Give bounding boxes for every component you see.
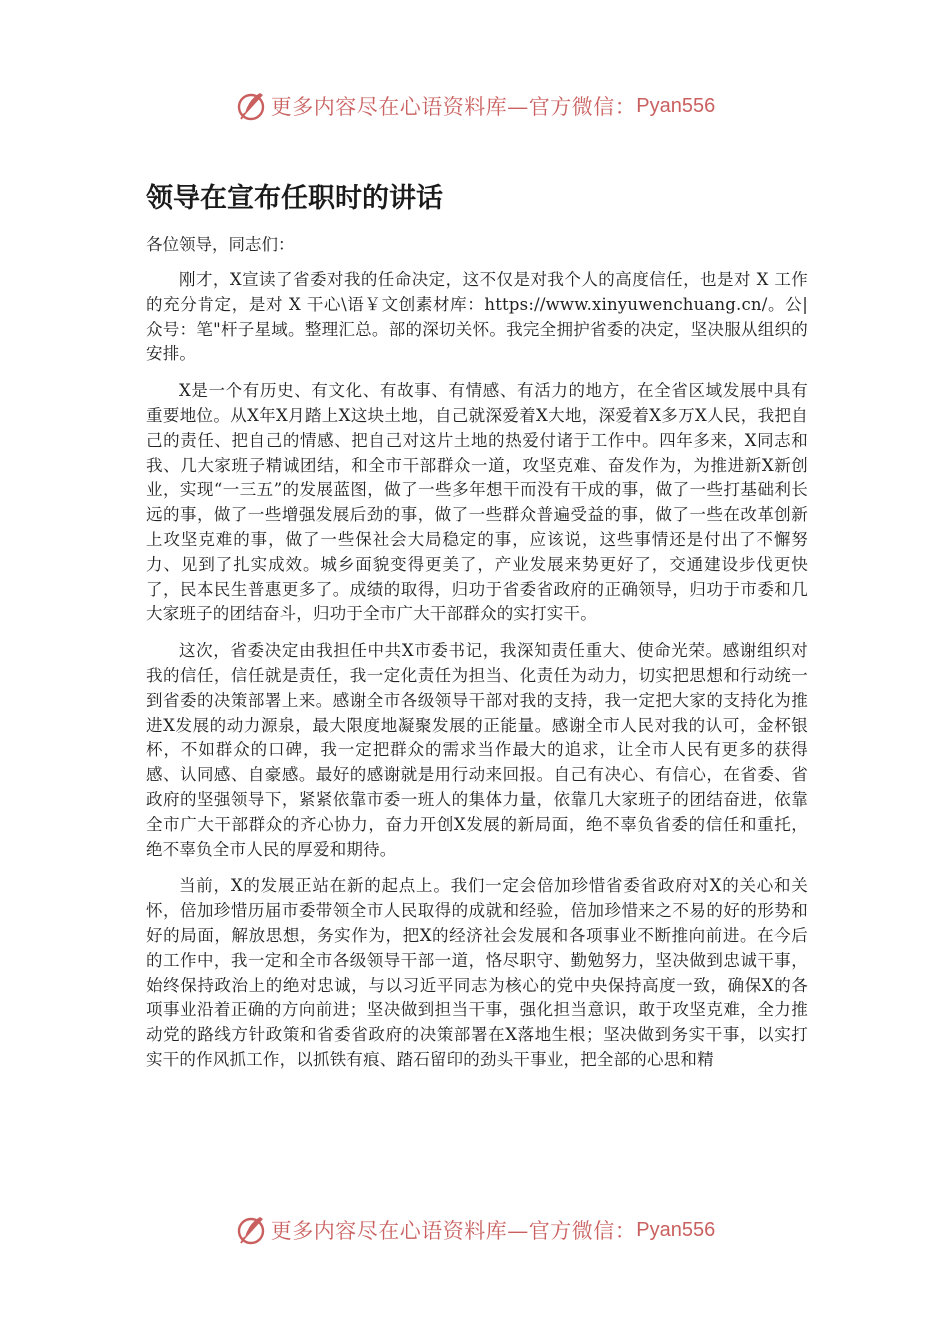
- quill-logo-icon: [235, 89, 269, 123]
- banner-text: 更多内容尽在心语资料库—官方微信：: [270, 1219, 637, 1243]
- quill-logo-icon: [235, 1213, 269, 1247]
- footer-banner: [0, 1210, 950, 1250]
- document-body: [146, 268, 808, 1085]
- greeting: 各位领导，同志们：: [146, 235, 295, 254]
- wechat-id: Pyan556: [636, 1218, 716, 1241]
- paragraph-2: X是一个有历史、有文化、有故事、有情感、有活力的地方，在全省区域发展中具有重要地位。从X年X月踏上X这块土地，自己就深爱着X大地，深爱着X多万X人民，我把自己的责任、把自己的情感、把自己对这片土地的热爱付诸于工作中。四年多来，X同志和我、几大家班子精诚团结，和全市干部群众一道，攻坚克难、奋发作为，为推进新X新创业，实现“一三五”的发展蓝图，做了一些多年想干而没有干成的事，做了一些打基础利长远的事，做了一些增强发展后劲的事，做了一些群众普遍受益的事，做了一些在改革创新上攻坚克难的事，做了一些保社会大局稳定的事，应该说，这些事情还是付出了不懈努力、见到了扎实成效。城乡面貌变得更美了，产业发展来势更好了，交通建设步伐更快了，民本民生普惠更多了。成绩的取得，归功于省委省政府的正确领导，归功于市委和几大家班子的团结奋斗，归功于全市广大干部群众的实打实干。: [146, 381, 808, 624]
- wechat-id: Pyan556: [636, 94, 716, 117]
- paragraph-4: 当前，X的发展正站在新的起点上。我们一定会倍加珍惜省委省政府对X的关心和关怀，倍加珍惜历届市委带领全市人民取得的成就和经验，倍加珍惜来之不易的好的形势和好的局面，解放思想，务实作为，把X的经济社会发展和各项事业不断推向前进。在今后的工作中，我一定和全市各级领导干部一道，恪尽职守、勤勉努力，坚决做到忠诚干事，始终保持政治上的绝对忠诚，与以习近平同志为核心的党中央保持高度一致，确保X的各项事业沿着正确的方向前进；坚决做到担当干事，强化担当意识，敢于攻坚克难，全力推动党的路线方针政策和省委省政府的决策部署在X落地生根；坚决做到务实干事，以实打实干的作风抓工作，以抓铁有痕、踏石留印的劲头干事业，把全部的心思和精: [146, 876, 808, 1069]
- page-title: 领导在宣布任职时的讲话: [146, 183, 443, 214]
- paragraph-1: 刚才，X宣读了省委对我的任命决定，这不仅是对我个人的高度信任，也是对 X 工作的充分肯定，是对 X 干心\语￥文创素材库：https://www.xinyuwenchuang.cn/。公|众号：笔"杆子星域。整理汇总。部的深切关怀。我完全拥护省委的决定，坚决服从组织的安排。: [146, 270, 808, 364]
- header-banner: [0, 86, 950, 126]
- banner-text: 更多内容尽在心语资料库—官方微信：: [270, 95, 637, 119]
- paragraph-3: 这次，省委决定由我担任中共X市委书记，我深知责任重大、使命光荣。感谢组织对我的信任，信任就是责任，我一定化责任为担当、化责任为动力，切实把思想和行动统一到省委的决策部署上来。感谢全市各级领导干部对我的支持，我一定把大家的支持化为推进X发展的动力源泉，最大限度地凝聚发展的正能量。感谢全市人民对我的认可，金杯银杯，不如群众的口碑，我一定把群众的需求当作最大的追求，让全市人民有更多的获得感、认同感、自豪感。最好的感谢就是用行动来回报。自己有决心、有信心，在省委、省政府的坚强领导下，紧紧依靠市委一班人的集体力量，依靠几大家班子的团结奋进，依靠全市广大干部群众的齐心协力，奋力开创X发展的新局面，绝不辜负省委的信任和重托，绝不辜负全市人民的厚爱和期待。: [146, 641, 808, 859]
